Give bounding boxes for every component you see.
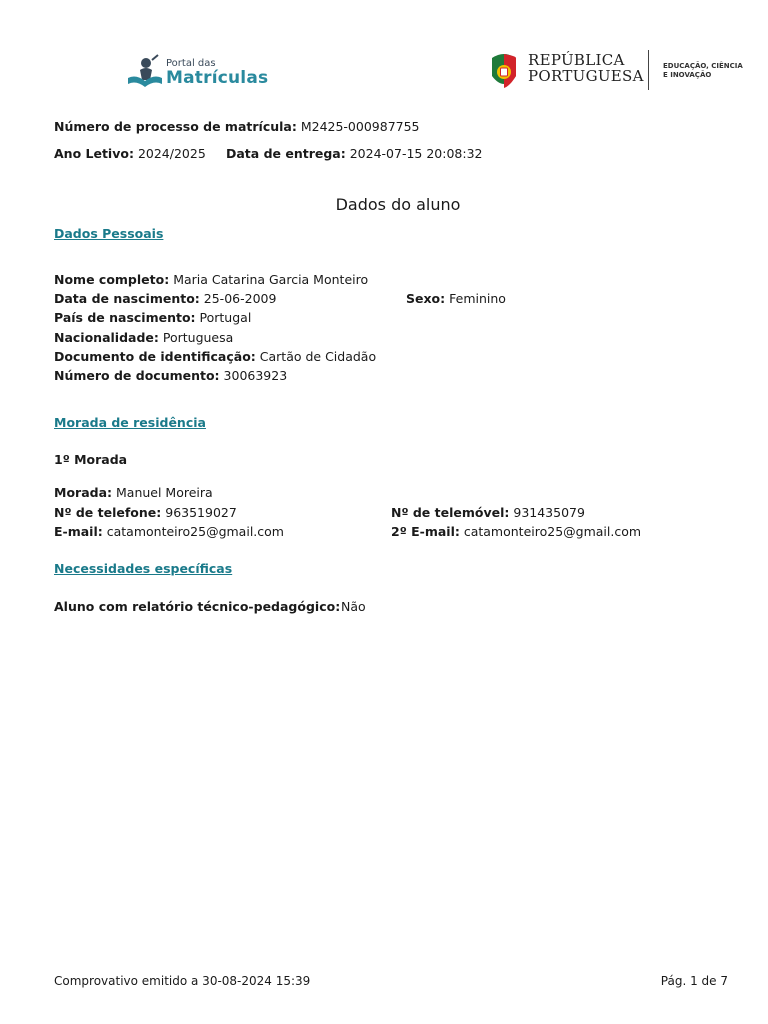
reader-icon — [126, 54, 164, 90]
school-year-row — [54, 146, 206, 162]
id-document-row — [54, 349, 376, 365]
sex-label: Sexo: — [406, 291, 446, 306]
sex-value: Feminino — [449, 291, 506, 306]
phone-row — [54, 505, 237, 521]
mobile-value: 931435079 — [513, 505, 585, 520]
address-heading: Morada de residência — [54, 415, 206, 430]
document-number-label: Número de documento: — [54, 368, 220, 383]
email-value: catamonteiro25@gmail.com — [106, 524, 284, 539]
email2-value: catamonteiro25@gmail.com — [463, 524, 642, 539]
page-number: Pág. 1 de 7 — [660, 974, 728, 988]
portal-logo-small-text: Portal das — [166, 58, 216, 69]
personal-data-heading: Dados Pessoais — [54, 226, 164, 241]
address-subheading: 1º Morada — [54, 452, 128, 467]
address-value: Manuel Moreira — [116, 485, 213, 500]
nationality-row — [54, 330, 233, 346]
process-number-label: Número de processo de matrícula: — [54, 119, 297, 134]
email-row — [54, 524, 284, 540]
ministry-line1: EDUCAÇÃO, CIÊNCIA — [663, 62, 743, 70]
mobile-row — [391, 505, 585, 521]
republica-text: REPÚBLICA — [528, 51, 625, 69]
document-number-row — [54, 368, 287, 384]
special-needs-heading: Necessidades específicas — [54, 561, 233, 576]
delivery-date-row — [226, 146, 482, 162]
address-row — [54, 485, 213, 501]
email2-label: 2º E-mail: — [391, 524, 460, 539]
process-number-row — [54, 119, 420, 135]
nationality-label: Nacionalidade: — [54, 330, 159, 345]
report-value: Não — [341, 599, 366, 614]
school-year-value: 2024/2025 — [137, 146, 206, 161]
birth-country-value: Portugal — [199, 310, 252, 325]
ministry-line2: E INOVAÇÃO — [663, 71, 712, 79]
phone-label: Nº de telefone: — [54, 505, 162, 520]
nationality-value: Portuguesa — [162, 330, 234, 345]
document-number-value: 30063923 — [223, 368, 288, 383]
id-document-value: Cartão de Cidadão — [259, 349, 377, 364]
coat-of-arms-icon — [488, 52, 520, 92]
logo-divider — [648, 50, 649, 90]
birth-country-label: País de nascimento: — [54, 310, 196, 325]
portal-matriculas-logo — [126, 52, 276, 92]
process-number-value: M2425-000987755 — [300, 119, 420, 134]
mobile-label: Nº de telemóvel: — [391, 505, 510, 520]
fullname-row — [54, 272, 368, 288]
birthdate-value: 25-06-2009 — [203, 291, 277, 306]
email-label: E-mail: — [54, 524, 103, 539]
issued-footer: Comprovativo emitido a 30-08-2024 15:39 — [54, 974, 311, 988]
id-document-label: Documento de identificação: — [54, 349, 256, 364]
school-year-label: Ano Letivo: — [54, 146, 134, 161]
portal-logo-big-text: Matrículas — [166, 68, 269, 88]
republica-portuguesa-logo — [488, 50, 748, 94]
page-title: Dados do aluno — [335, 195, 461, 214]
birthdate-row — [54, 291, 276, 307]
delivery-date-value: 2024-07-15 20:08:32 — [349, 146, 483, 161]
phone-value: 963519027 — [165, 505, 237, 520]
birthdate-label: Data de nascimento: — [54, 291, 200, 306]
email2-row — [391, 524, 641, 540]
sex-row — [406, 291, 506, 307]
report-label: Aluno com relatório técnico-pedagógico: — [54, 599, 341, 614]
portuguesa-text: PORTUGUESA — [528, 67, 644, 85]
birth-country-row — [54, 310, 251, 326]
fullname-value: Maria Catarina Garcia Monteiro — [173, 272, 369, 287]
fullname-label: Nome completo: — [54, 272, 170, 287]
delivery-date-label: Data de entrega: — [226, 146, 346, 161]
address-label: Morada: — [54, 485, 113, 500]
